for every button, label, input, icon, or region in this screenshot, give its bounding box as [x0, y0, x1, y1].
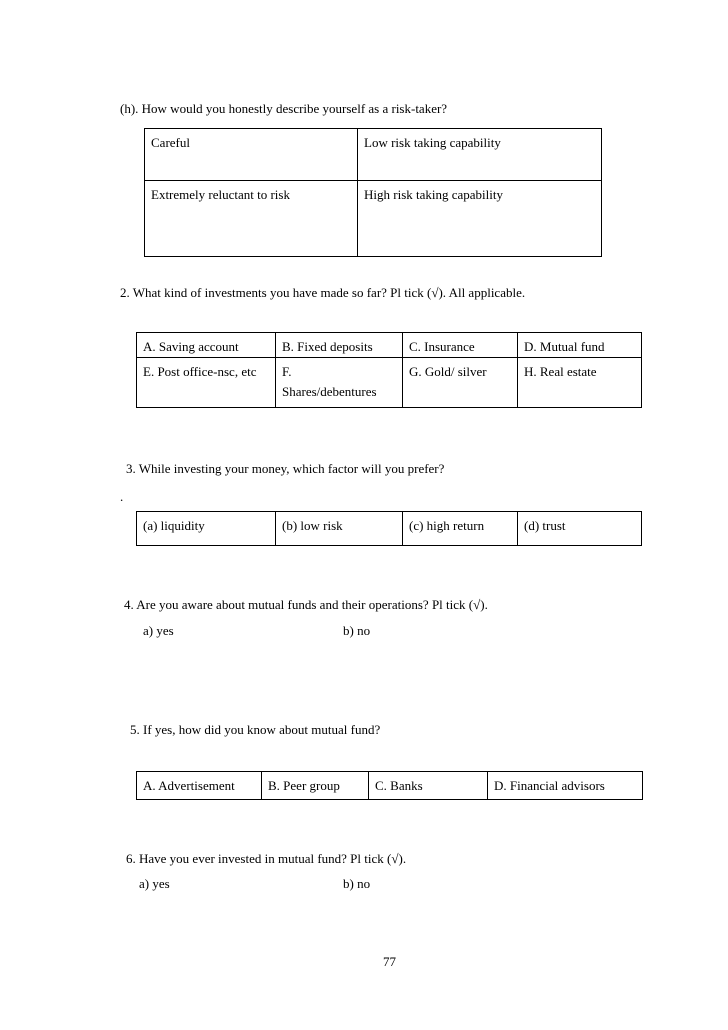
option-liquidity[interactable]: (a) liquidity [137, 512, 276, 546]
question-5: 5. If yes, how did you know about mutual fund? [130, 722, 381, 737]
table-row [137, 333, 642, 358]
stray-dot: . [120, 489, 124, 504]
page-number: 77 [383, 954, 396, 969]
option-post-office[interactable]: E. Post office-nsc, etc [137, 358, 276, 408]
option-careful[interactable]: Careful [145, 129, 358, 181]
question-2: 2. What kind of investments you have made so far? Pl tick (√). All applicable. [120, 285, 526, 300]
option-real-estate[interactable]: H. Real estate [518, 358, 642, 408]
source-table [136, 771, 643, 800]
option-banks[interactable]: C. Banks [369, 772, 488, 800]
option-high-return[interactable]: (c) high return [403, 512, 518, 546]
option-yes[interactable]: a) yes [143, 623, 174, 638]
table-row [145, 181, 602, 257]
option-gold-silver[interactable]: G. Gold/ silver [403, 358, 518, 408]
option-advertisement[interactable]: A. Advertisement [137, 772, 262, 800]
table-row [137, 512, 642, 546]
table-row [137, 358, 642, 408]
option-saving-account[interactable]: A. Saving account [137, 333, 276, 358]
option-low-risk[interactable]: Low risk taking capability [358, 129, 602, 181]
investments-table [136, 332, 642, 408]
question-6: 6. Have you ever invested in mutual fund? Pl tick (√). [126, 851, 407, 866]
table-row [145, 129, 602, 181]
option-yes[interactable]: a) yes [139, 876, 170, 891]
question-3: 3. While investing your money, which factor will you prefer? [126, 461, 445, 476]
question-h: (h). How would you honestly describe yourself as a risk-taker? [120, 101, 448, 116]
option-extremely-reluctant[interactable]: Extremely reluctant to risk [145, 181, 358, 257]
option-trust[interactable]: (d) trust [518, 512, 642, 546]
option-low-risk[interactable]: (b) low risk [276, 512, 403, 546]
risk-taker-table [144, 128, 602, 257]
option-shares-debentures[interactable]: F. Shares/debentures [276, 358, 403, 408]
option-financial-advisors[interactable]: D. Financial advisors [488, 772, 643, 800]
option-fixed-deposits[interactable]: B. Fixed deposits [276, 333, 403, 358]
option-peer-group[interactable]: B. Peer group [262, 772, 369, 800]
option-mutual-fund[interactable]: D. Mutual fund [518, 333, 642, 358]
option-insurance[interactable]: C. Insurance [403, 333, 518, 358]
factor-table [136, 511, 642, 546]
option-no[interactable]: b) no [343, 623, 371, 638]
table-row [137, 772, 643, 800]
option-high-risk[interactable]: High risk taking capability [358, 181, 602, 257]
option-no[interactable]: b) no [343, 876, 371, 891]
question-4: 4. Are you aware about mutual funds and their operations? Pl tick (√). [124, 597, 488, 612]
